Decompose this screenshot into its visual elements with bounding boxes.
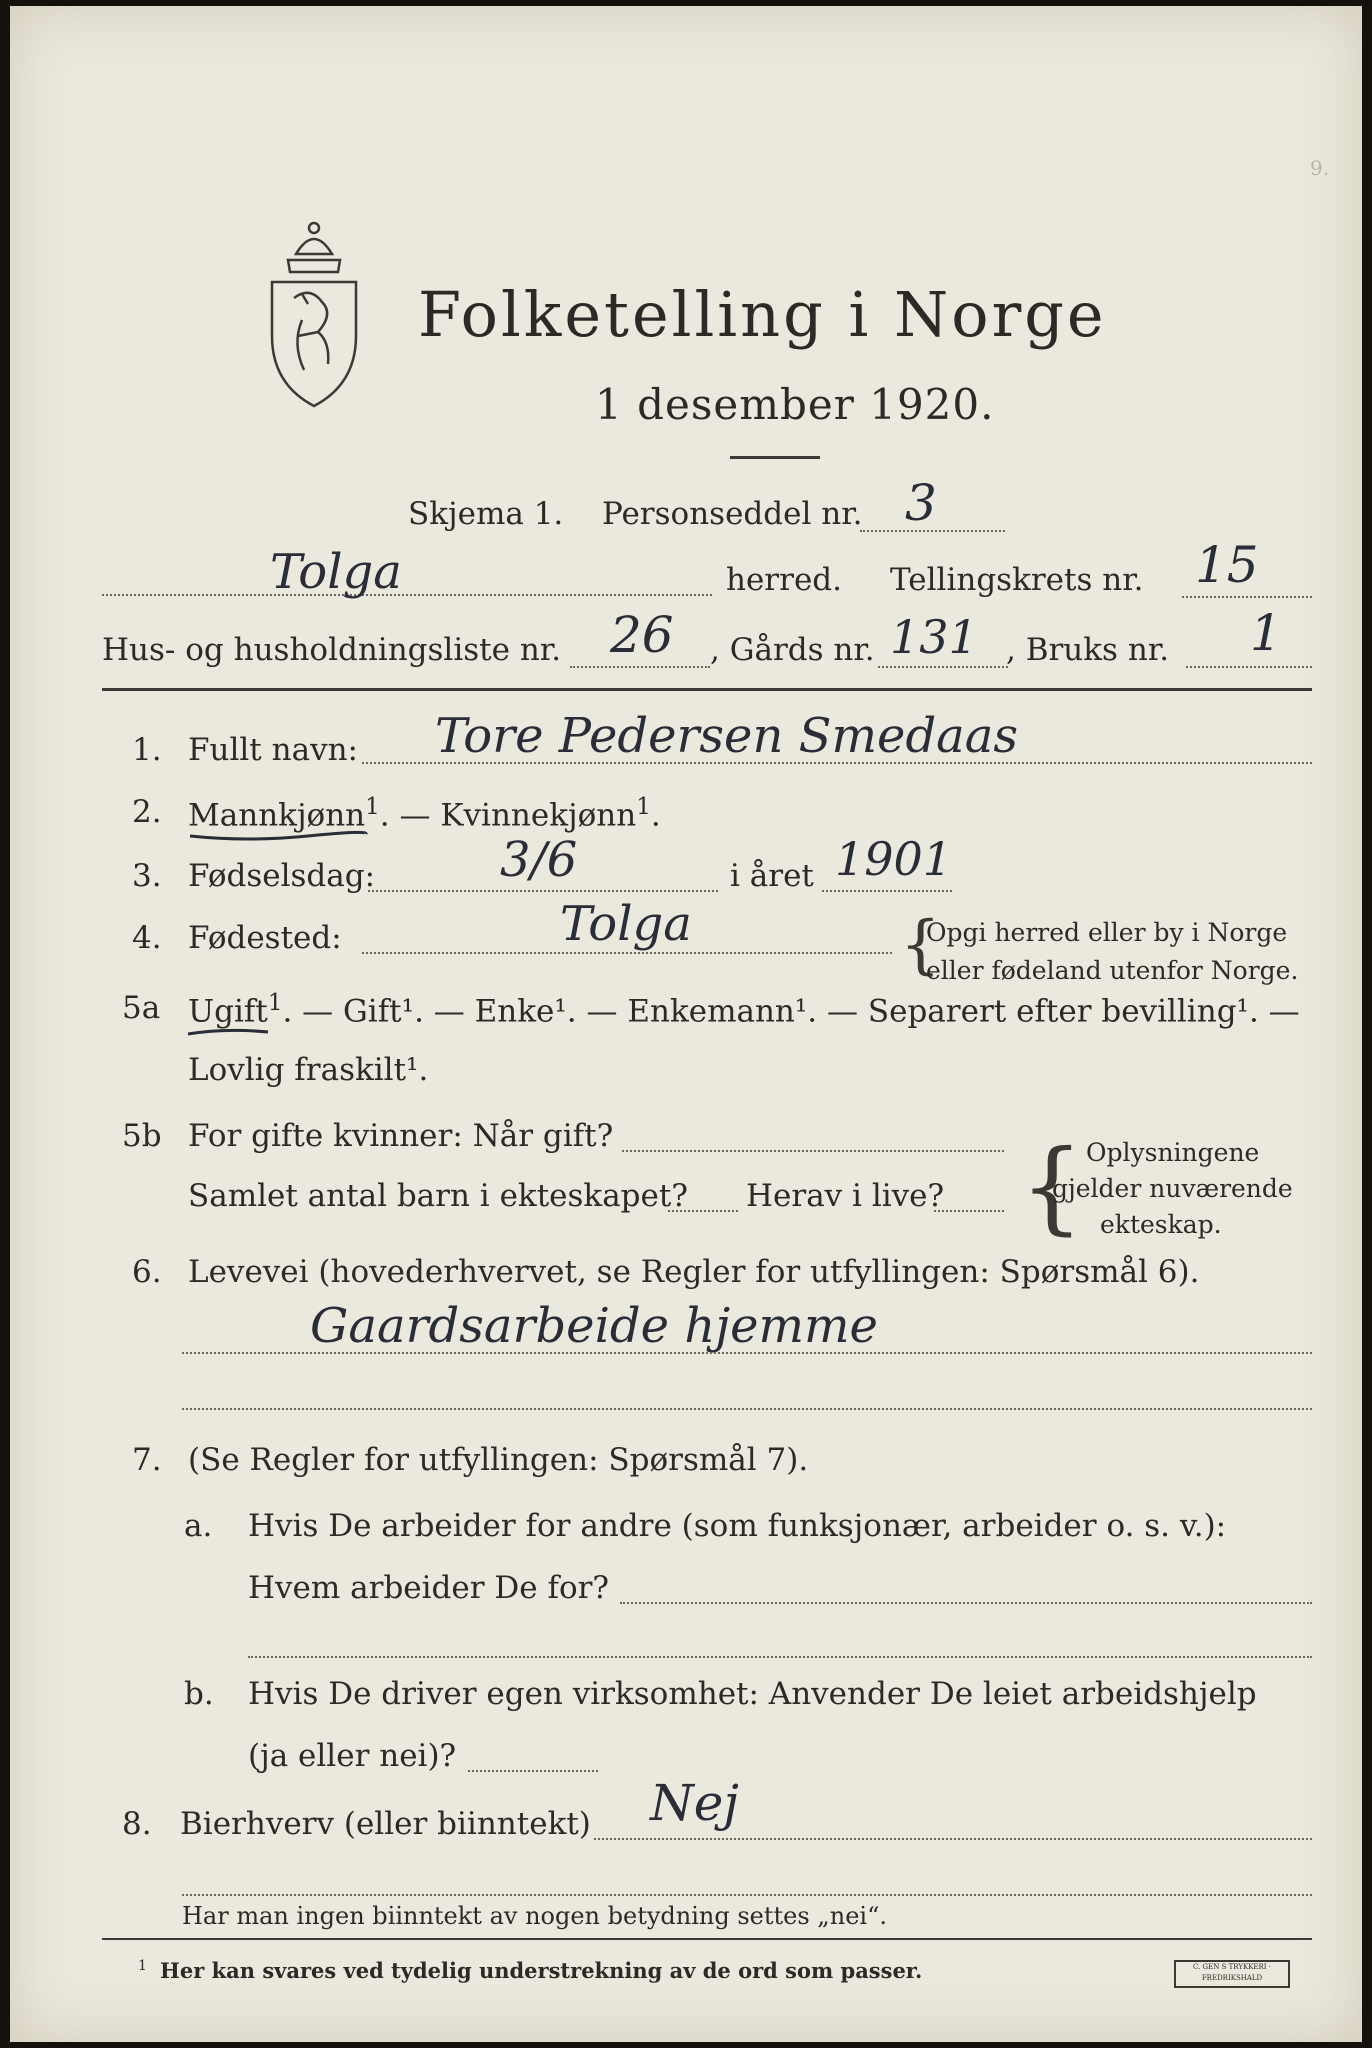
tellingskrets-value: 15 xyxy=(1195,536,1259,594)
birthplace-value: Tolga xyxy=(560,896,692,952)
q5b-label: For gifte kvinner: Når gift? xyxy=(188,1118,614,1154)
q3-number: 3. xyxy=(132,858,162,894)
footer-rule xyxy=(102,1938,1312,1940)
q5a-number: 5a xyxy=(122,990,161,1026)
q8-line1 xyxy=(594,1838,1312,1840)
herred-value: Tolga xyxy=(270,544,402,600)
male-underline-mark xyxy=(188,828,368,844)
q7a-line2 xyxy=(248,1656,1312,1658)
norwegian-coat-of-arms-icon xyxy=(258,214,370,414)
q4-note-line1: Opgi herred eller by i Norge xyxy=(926,918,1288,947)
q7-number: 7. xyxy=(132,1442,162,1478)
q8-label: Bierhverv (eller biinntekt) xyxy=(180,1806,591,1842)
birth-year-value: 1901 xyxy=(835,832,953,886)
q5b-children-label: Samlet antal barn i ekteskapet? xyxy=(188,1178,688,1214)
husliste-value: 26 xyxy=(610,606,674,664)
q4-line xyxy=(362,952,892,954)
q5b-alive-label: Herav i live? xyxy=(746,1178,945,1214)
q3-year-line xyxy=(822,890,952,892)
q5b-note-line1: Oplysningene xyxy=(1086,1138,1260,1167)
gards-label: , Gårds nr. xyxy=(710,632,875,668)
q7b-label: Hvis De driver egen virksomhet: Anvender De leiet arbeidshjelp xyxy=(248,1676,1257,1712)
separator: . — xyxy=(379,797,441,834)
footnote-ref: 1 xyxy=(365,794,380,820)
title-divider xyxy=(730,456,820,459)
gards-line xyxy=(878,666,1008,668)
personseddel-label: Personseddel nr. xyxy=(602,496,863,532)
q7b-line2-label: (ja eller nei)? xyxy=(248,1738,457,1774)
page-title: Folketelling i Norge xyxy=(418,278,1107,351)
q7b-line xyxy=(468,1770,598,1772)
q7a-line2-label: Hvem arbeider De for? xyxy=(248,1570,610,1606)
footer-note: Har man ingen biinntekt av nogen betydning settes „nei“. xyxy=(182,1902,887,1930)
birthday-value: 3/6 xyxy=(500,832,578,888)
husliste-line xyxy=(570,666,710,668)
side-income-value: Nej xyxy=(650,1774,739,1832)
bruks-line xyxy=(1186,666,1312,668)
q4-number: 4. xyxy=(132,920,162,956)
footnote-text: Her kan svares ved tydelig understrekning av de ord som passer. xyxy=(160,1958,923,1983)
tellingskrets-line xyxy=(1182,596,1312,598)
q7a-line1 xyxy=(620,1602,1312,1604)
unmarried-label: Ugift xyxy=(188,993,268,1030)
q1-label: Fullt navn: xyxy=(188,732,358,768)
q4-label: Fødested: xyxy=(188,920,342,956)
q1-number: 1. xyxy=(132,732,162,768)
q7b-number: b. xyxy=(184,1676,214,1712)
q6-label: Levevei (hovederhvervet, se Regler for utfyllingen: Spørsmål 6). xyxy=(188,1254,1200,1290)
q3-label: Fødselsdag: xyxy=(188,858,376,894)
q3-year-label: i året xyxy=(730,858,814,894)
unmarried-underline-mark xyxy=(186,1024,270,1040)
marital-status-options xyxy=(188,990,1300,1029)
q7a-label: Hvis De arbeider for andre (som funksjonær, arbeider o. s. v.): xyxy=(248,1508,1227,1544)
q5b-line xyxy=(622,1150,1004,1152)
tellingskrets-label: Tellingskrets nr. xyxy=(890,562,1144,598)
q5b-note-line3: ekteskap. xyxy=(1100,1210,1222,1239)
q5b-alive-line xyxy=(934,1210,1004,1212)
footnote-mark: 1 xyxy=(138,1958,147,1974)
footnote-ref: 1 xyxy=(636,794,651,820)
q8-line2 xyxy=(182,1894,1312,1896)
q5b-brace: { xyxy=(1020,1128,1084,1245)
herred-line xyxy=(102,594,712,596)
occupation-value: Gaardsarbeide hjemme xyxy=(310,1298,878,1354)
full-name-value: Tore Pedersen Smedaas xyxy=(435,708,1019,764)
marital-other-options: . — Gift¹. — Enke¹. — Enkemann¹. — Separert efter bevilling¹. — xyxy=(282,993,1300,1030)
footnote-ref: 1 xyxy=(267,990,283,1016)
q5b-children-line xyxy=(668,1210,738,1212)
dot: . xyxy=(650,797,661,834)
schema-label: Skjema 1. xyxy=(408,496,564,532)
printer-stamp: C. GEN S TRYKKERI · FREDRIKSHALD xyxy=(1174,1960,1290,1988)
q5b-number: 5b xyxy=(122,1118,162,1154)
gards-value: 131 xyxy=(890,610,978,664)
header-rule xyxy=(102,688,1312,691)
herred-label: herred. xyxy=(726,562,842,598)
q3-line xyxy=(368,890,718,892)
census-form xyxy=(10,6,1362,2042)
bruks-value: 1 xyxy=(1250,604,1282,662)
q8-number: 8. xyxy=(122,1806,152,1842)
q6-number: 6. xyxy=(132,1254,162,1290)
q5a-line2: Lovlig fraskilt¹. xyxy=(188,1052,429,1088)
q4-brace: { xyxy=(900,908,941,982)
q6-line1 xyxy=(182,1352,1312,1354)
q2-number: 2. xyxy=(132,794,162,830)
personseddel-value: 3 xyxy=(905,474,937,532)
q6-line2 xyxy=(182,1408,1312,1410)
female-label: Kvinnekjønn xyxy=(440,797,637,834)
husliste-label: Hus- og husholdningsliste nr. xyxy=(102,632,562,668)
q5b-note-line2: gjelder nuværende xyxy=(1052,1174,1293,1203)
q7a-number: a. xyxy=(184,1508,213,1544)
bruks-label: , Bruks nr. xyxy=(1006,632,1170,668)
q4-note-line2: eller fødeland utenfor Norge. xyxy=(926,956,1299,985)
census-date: 1 desember 1920. xyxy=(595,380,995,429)
bleed-through: 9. xyxy=(1310,156,1330,180)
q7-label: (Se Regler for utfyllingen: Spørsmål 7). xyxy=(188,1442,809,1478)
male-label: Mannkjønn xyxy=(188,797,366,834)
